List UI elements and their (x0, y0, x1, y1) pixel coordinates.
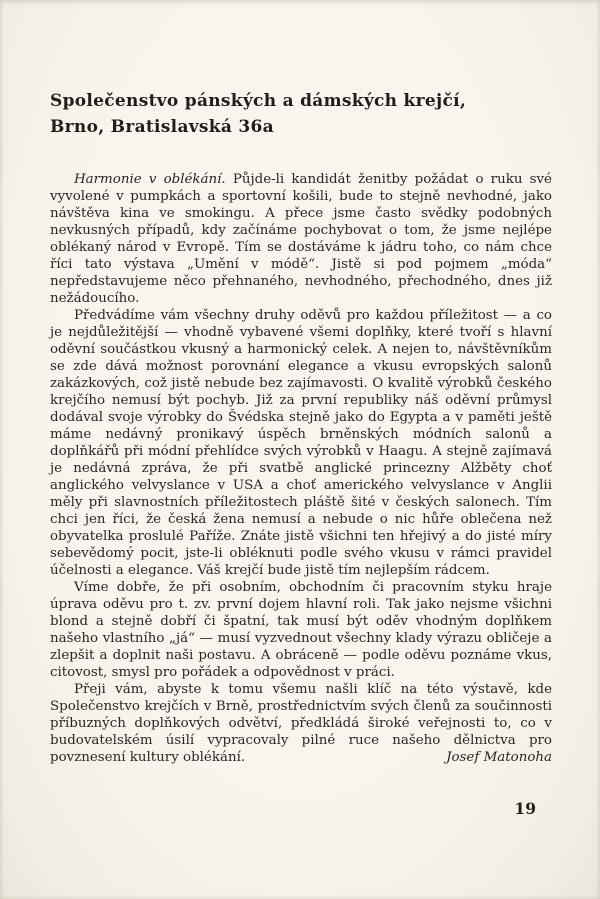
paragraph-4-text: Přeji vám, abyste k tomu všemu našli klíč na této výstavě, kde Společenstvo krejčích v Brně, prostřednictvím svých členů za součinnosti příbuzných doplňkových odvětví, předkládá široké veřejnosti to, co v budovatelském úsilí vypracovaly pilné ruce našeho dělnictva pro povznesení kultury oblékání. (50, 682, 552, 765)
page-number: 19 (514, 799, 536, 818)
heading-line-2: Brno, Bratislavská 36a (50, 117, 274, 137)
heading-line-1: Společenstvo pánských a dámských krejčí, (50, 91, 467, 111)
lead-phrase: Harmonie v oblékání. (74, 172, 226, 187)
paragraph-1 (50, 171, 552, 307)
page-content (50, 88, 552, 766)
document-body (50, 171, 552, 766)
document-heading (50, 88, 552, 140)
paragraph-4 (50, 681, 552, 766)
paragraph-2-text: Předvádíme vám všechny druhy oděvů pro každou příležitost — a co je nejdůležitější — vhodně vybavené všemi doplňky, které tvoří s hlavní oděvní součástkou vkusný a harmonický celek. A nejen to, návštěvníkům se zde dává možnost porovnání elegance a vkusu evropských salonů zakázkových, což jistě nebude bez zajímavosti. O kvalitě výrobků českého krejčího nemusí být pochyb. Již za první republiky náš oděvní průmysl dodával svoje výrobky do Švédska stejně jako do Egypta a v paměti ještě máme nedávný pronikavý úspěch brněnských módních salonů a doplňkářů při módní přehlídce svých výrobků v Haagu. A stejně zajímavá je nedávná zpráva, že při svatbě anglické princezny Alžběty choť anglického velvyslance v USA a choť amerického velvyslance v Anglii měly při slavnostních příležitostech pláště šité v českých salonech. Tím chci jen říci, že česká žena nemusí a nebude o nic hůře oblečena než obyvatelka proslulé Paříže. Znáte jistě všichni ten hřejivý a do jisté míry sebevědomý pocit, jste-li obléknuti podle svého vkusu v rámci pravidel účelnosti a elegance. Váš krejčí bude jistě tím nejlepším rádcem. (50, 308, 552, 578)
paragraph-2 (50, 307, 552, 579)
paragraph-1-text: Půjde-li kandidát ženitby požádat o ruku své vyvolené v pumpkách a sportovní košili, bude to stejně nevhodné, jako návštěva kina ve smokingu. A přece jsme často svědky podobných nevkusných případů, kdy začínáme pochybovat o tom, že jsme nejlépe oblékaný národ v Evropě. Tím se dostáváme k jádru toho, co nám chce říci tato výstava „Umění v módě“. Jistě si pod pojmem „móda“ nepředstavujeme něco přehnaného, nevhodného, přechodného, dnes již nežádoucího. (50, 172, 552, 306)
paragraph-3-text: Víme dobře, že při osobním, obchodním či pracovním styku hraje úprava oděvu pro t. zv. první dojem hlavní roli. Tak jako nejsme všichni blond a stejně dobří či špatní, tak musí být oděv vhodným doplňkem našeho vlastního „já“ — musí vyzvednout všechny klady výrazu obličeje a zlepšit a doplnit naši postavu. A obráceně — podle oděvu poznáme vkus, citovost, smysl pro pořádek a odpovědnost v práci. (50, 580, 552, 680)
paragraph-3 (50, 579, 552, 681)
author-signature: Josef Matonoha (446, 750, 552, 765)
